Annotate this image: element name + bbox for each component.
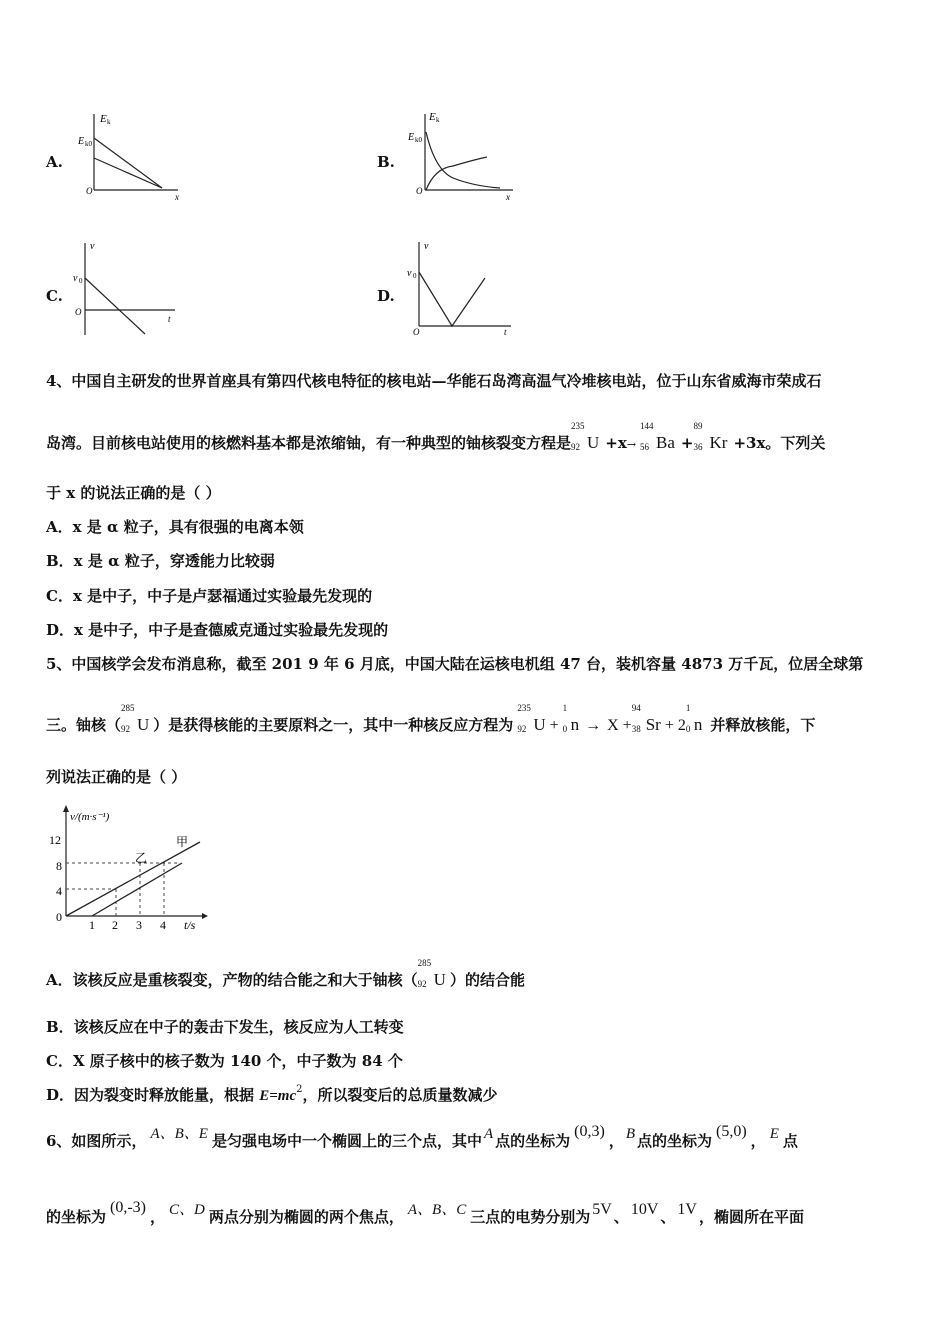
svg-text:t: t: [168, 314, 171, 324]
eq-neutron-2: 1 0 n: [685, 703, 703, 734]
svg-text:v: v: [90, 241, 95, 252]
decreasing-curve: [426, 132, 500, 188]
q5-line2: 三。铀核（ 285 92 U ）是获得核能的主要原料之一，其中一种核反应方程为 235 92 U + 1 0 n → X + 94 38 Sr + 2 1 0 n 并释放核能，下: [46, 703, 816, 734]
y-tick-4: 4: [56, 884, 62, 898]
svg-text:v: v: [424, 241, 429, 252]
velocity-v-line: [419, 272, 485, 326]
y-tick-12: 12: [49, 833, 61, 847]
svg-text:k0: k0: [415, 136, 422, 144]
svg-text:E: E: [78, 136, 85, 147]
svg-text:t: t: [504, 327, 507, 336]
option-b-graph: [405, 108, 520, 203]
x-axis-label: t/s: [184, 918, 196, 932]
option-c-label: C.: [46, 287, 63, 305]
y-tick-8: 8: [56, 859, 62, 873]
svg-text:O: O: [75, 307, 82, 317]
eq-neutron: 1 0 n: [562, 703, 580, 734]
option-a-label: A.: [46, 153, 63, 171]
x-tick-2: 2: [112, 918, 118, 932]
eq-nuclide-sr94: 94 38 Sr: [631, 703, 661, 734]
svg-text:k: k: [107, 118, 111, 126]
velocity-line: [85, 278, 145, 334]
q4-line2: 岛湾。目前核电站使用的核燃料基本都是浓缩铀，有一种典型的铀核裂变方程是 235 92 U +x→ 144 56 Ba + 89 36 Kr +3x。下列关: [46, 421, 826, 452]
svg-text:O: O: [416, 186, 423, 196]
option-a-graph: [78, 108, 188, 203]
q4-option-b: B．x 是 α 粒子，穿透能力比较弱: [46, 552, 275, 570]
q5-option-c: C．X 原子核中的核子数为 140 个，中子数为 84 个: [46, 1052, 403, 1070]
x-tick-4: 4: [160, 918, 166, 932]
svg-text:x: x: [175, 192, 179, 202]
q4-line1: 4、中国自主研发的世界首座具有第四代核电特征的核电站—华能石岛湾高温气冷堆核电站，位于山东省威海市荣成石: [46, 372, 822, 390]
option-d-label: D.: [377, 287, 395, 305]
q6-line2: 的坐标为(0,-3)， C、D 两点分别为椭圆的两个焦点， A、B、C 三点的电势分别为 5V 、 10V 、 1V ，椭圆所在平面: [46, 1199, 804, 1226]
svg-text:v: v: [73, 273, 78, 284]
svg-text:k0: k0: [85, 140, 92, 148]
eq-nuclide-u235: 235 92 U: [517, 703, 546, 734]
svg-text:E: E: [429, 111, 436, 123]
line-yi: [92, 863, 182, 916]
q5-option-d: D．因为裂变时释放能量，根据 $E=mc^2$，所以裂变后的总质量数减少: [46, 1084, 498, 1104]
label-jia: 甲: [176, 835, 189, 849]
line-jia: [66, 842, 200, 916]
q5-option-b: B．该核反应在中子的轰击下发生，核反应为人工转变: [46, 1018, 404, 1036]
y-tick-0: 0: [56, 910, 62, 924]
nuclide-ba144: 144 56 Ba: [640, 421, 675, 452]
q6-line1: 6、如图所示， A、B、E 是匀强电场中一个椭圆上的三个点，其中 A 点的坐标为(0,3)， B 点的坐标为(5,0)， E 点: [46, 1123, 798, 1150]
svg-text:0: 0: [79, 277, 83, 285]
q4-option-c: C．x 是中子，中子是卢瑟福通过实验最先发现的: [46, 587, 373, 605]
q4-option-d: D．x 是中子，中子是查德威克通过实验最先发现的: [46, 621, 389, 639]
option-b-label: B.: [377, 153, 395, 171]
q4-option-a: A．x 是 α 粒子，具有很强的电离本领: [46, 518, 304, 536]
svg-text:E: E: [408, 132, 415, 143]
label-yi: 乙: [135, 851, 148, 865]
svg-text:k: k: [436, 116, 440, 124]
x-tick-3: 3: [136, 918, 142, 932]
svg-text:x: x: [506, 192, 510, 202]
y-axis-label: v/(m·s⁻¹): [70, 811, 110, 823]
option-d-graph: [405, 238, 520, 336]
svg-text:0: 0: [413, 272, 417, 280]
q5-line3: 列说法正确的是（ ）: [46, 768, 187, 786]
q5-line1: 5、中国核学会发布消息称，截至 201 9 年 6 月底，中国大陆在运核电机组 47 台，装机容量 4873 万千瓦，位居全球第: [46, 655, 864, 673]
svg-text:v: v: [407, 268, 412, 279]
nuclide-kr89: 89 36 Kr: [693, 421, 728, 452]
svg-text:O: O: [413, 327, 420, 336]
velocity-time-graph: [40, 800, 220, 935]
q4-line3: 于 x 的说法正确的是（ ）: [46, 484, 221, 502]
x-tick-1: 1: [89, 918, 95, 932]
option-c-graph: [70, 238, 185, 336]
svg-text:O: O: [86, 186, 93, 196]
nuclide-u285-2: 285 92 U: [417, 958, 446, 989]
q5-option-a: A．该核反应是重核裂变，产物的结合能之和大于铀核（ 285 92 U ）的结合能: [46, 958, 525, 989]
nuclide-u235: 235 92 U: [571, 421, 600, 452]
nuclide-u285: 285 92 U: [121, 703, 150, 734]
y-axis-label: E: [100, 113, 107, 125]
